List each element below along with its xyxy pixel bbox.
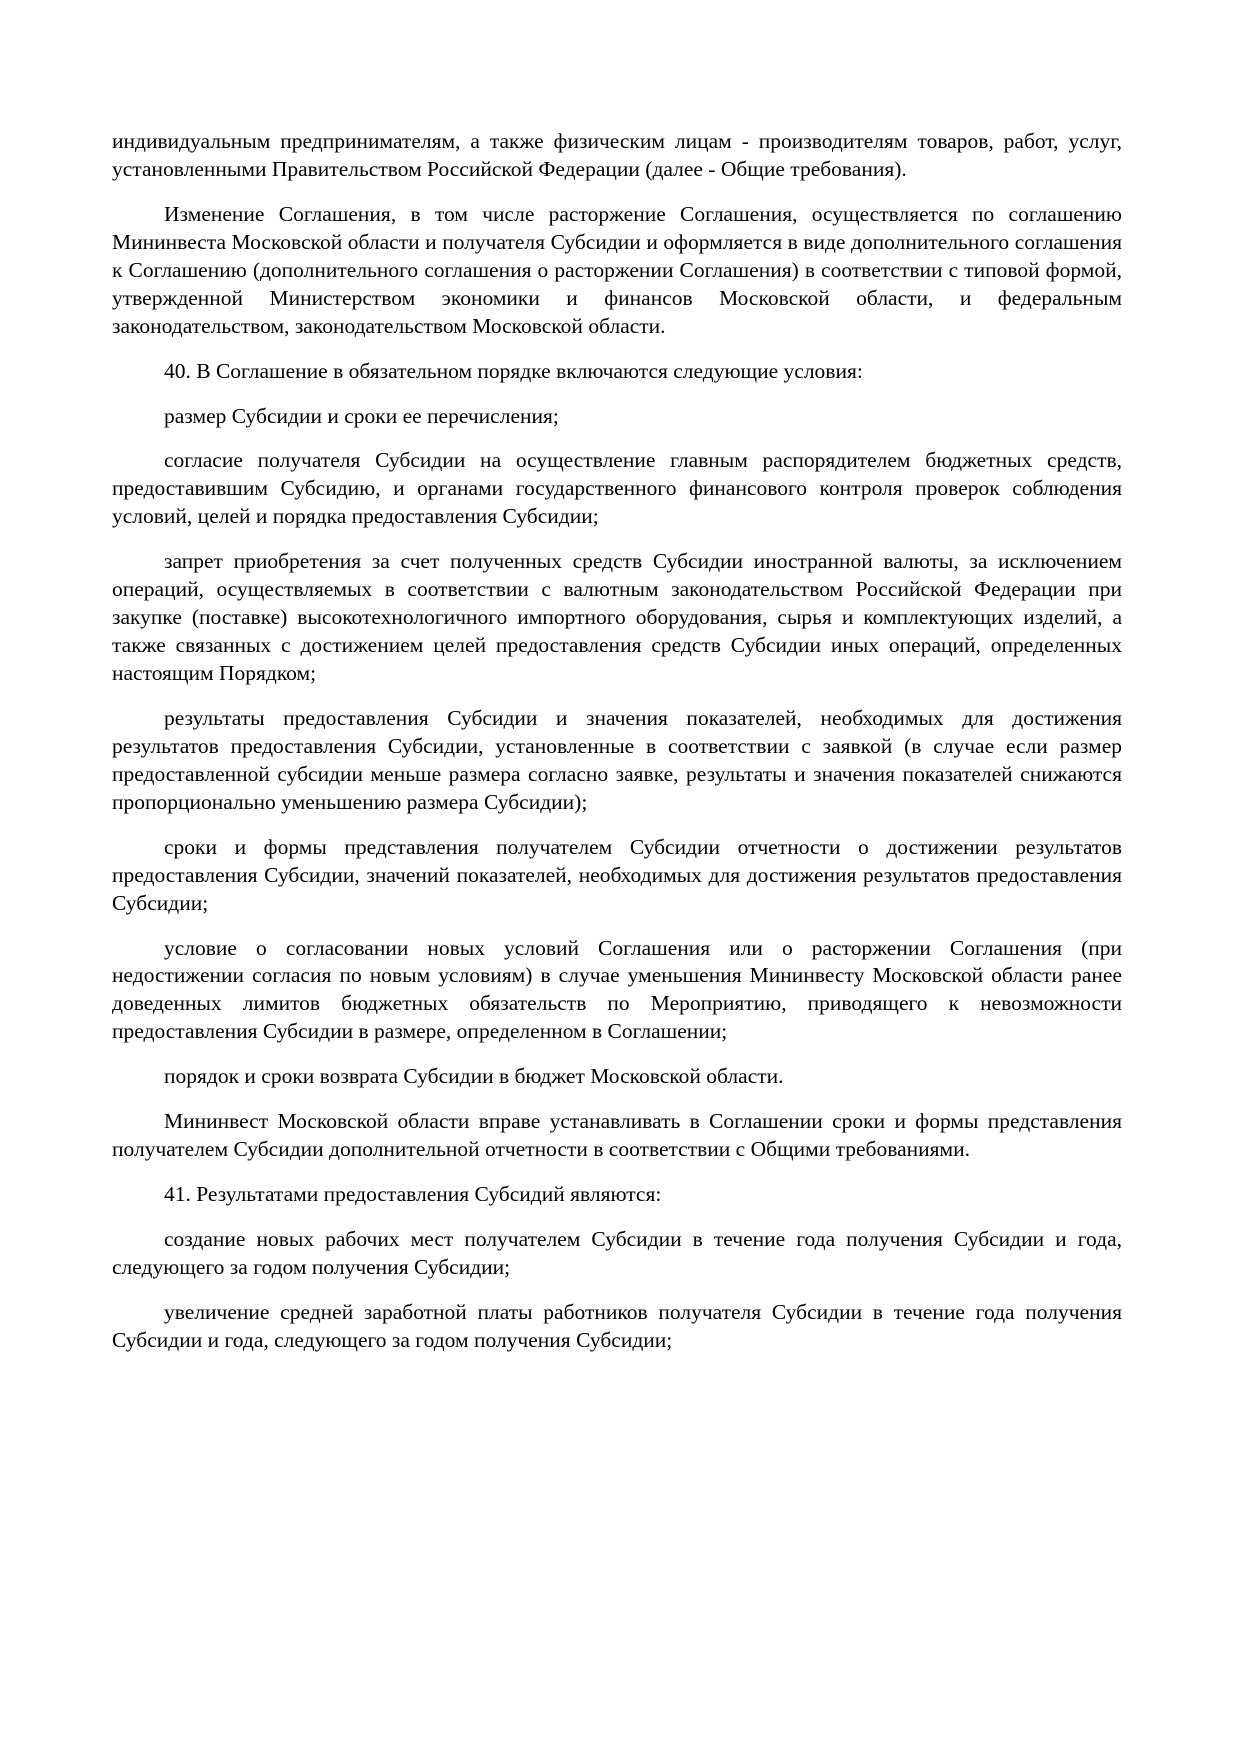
paragraph: согласие получателя Субсидии на осуществление главным распорядителем бюджетных средств, предоставившим Субсидию, и органами государственного финансового контроля проверок соблюдения условий, целей и порядка предоставления Субсидии; xyxy=(112,448,1122,529)
paragraph: размер Субсидии и сроки ее перечисления; xyxy=(164,403,559,428)
paragraph: увеличение средней заработной платы работников получателя Субсидии в течение года получения Субсидии и года, следующего за годом получения Субсидии; xyxy=(112,1299,1122,1352)
paragraph: порядок и сроки возврата Субсидии в бюджет Московской области. xyxy=(164,1064,784,1089)
paragraph: индивидуальным предпринимателям, а также физическим лицам - производителям товаров, работ, услуг, установленными Правительством Российской Федерации (далее - Общие требования). xyxy=(112,129,1122,181)
paragraph: Мининвест Московской области вправе устанавливать в Соглашении сроки и формы представления получателем Субсидии дополнительной отчетности в соответствии с Общими требованиями. xyxy=(112,1109,1122,1162)
paragraph-clause-40-intro: 40. В Соглашение в обязательном порядке включаются следующие условия: xyxy=(164,358,863,383)
paragraph: Изменение Соглашения, в том числе расторжение Соглашения, осуществляется по соглашению Мининвеста Московской области и получателя Субсидии и оформляется в виде дополнительного соглашения к Соглашению (дополнительного соглашения о расторжении Соглашения) в соответствии с типовой формой, утвержденной Министерством экономики и финансов Московской области, и федеральным законодательством, законодательством Московской области. xyxy=(112,201,1122,338)
paragraph: создание новых рабочих мест получателем Субсидии в течение года получения Субсидии и года, следующего за годом получения Субсидии; xyxy=(112,1227,1122,1279)
paragraph: запрет приобретения за счет полученных средств Субсидии иностранной валюты, за исключением операций, осуществляемых в соответствии с валютным законодательством Российской Федерации при закупке (поставке) высокотехнологичного импортного оборудования, сырья и комплектующих изделий, а также связанных с достижением целей предоставления средств Субсидии иных операций, определенных настоящим Порядком; xyxy=(112,549,1122,685)
paragraph-clause-41-intro: 41. Результатами предоставления Субсидий являются: xyxy=(164,1182,662,1207)
paragraph: результаты предоставления Субсидии и значения показателей, необходимых для достижения результатов предоставления Субсидии, установленные в соответствии с заявкой (в случае если размер предоставленной субсидии меньше размера согласно заявке, результаты и значения показателей снижаются пропорционально уменьшению размера Субсидии); xyxy=(112,705,1122,814)
paragraph: сроки и формы представления получателем Субсидии отчетности о достижении результатов предоставления Субсидии, значений показателей, необходимых для достижения результатов предоставления Субсидии; xyxy=(112,834,1122,915)
document-body xyxy=(112,128,1122,1355)
paragraph: условие о согласовании новых условий Соглашения или о расторжении Соглашения (при недостижении согласия по новым условиям) в случае уменьшения Мининвесту Московской области ранее доведенных лимитов бюджетных обязательств по Мероприятию, приводящего к невозможности предоставления Субсидии в размере, определенном в Соглашении; xyxy=(112,935,1122,1044)
